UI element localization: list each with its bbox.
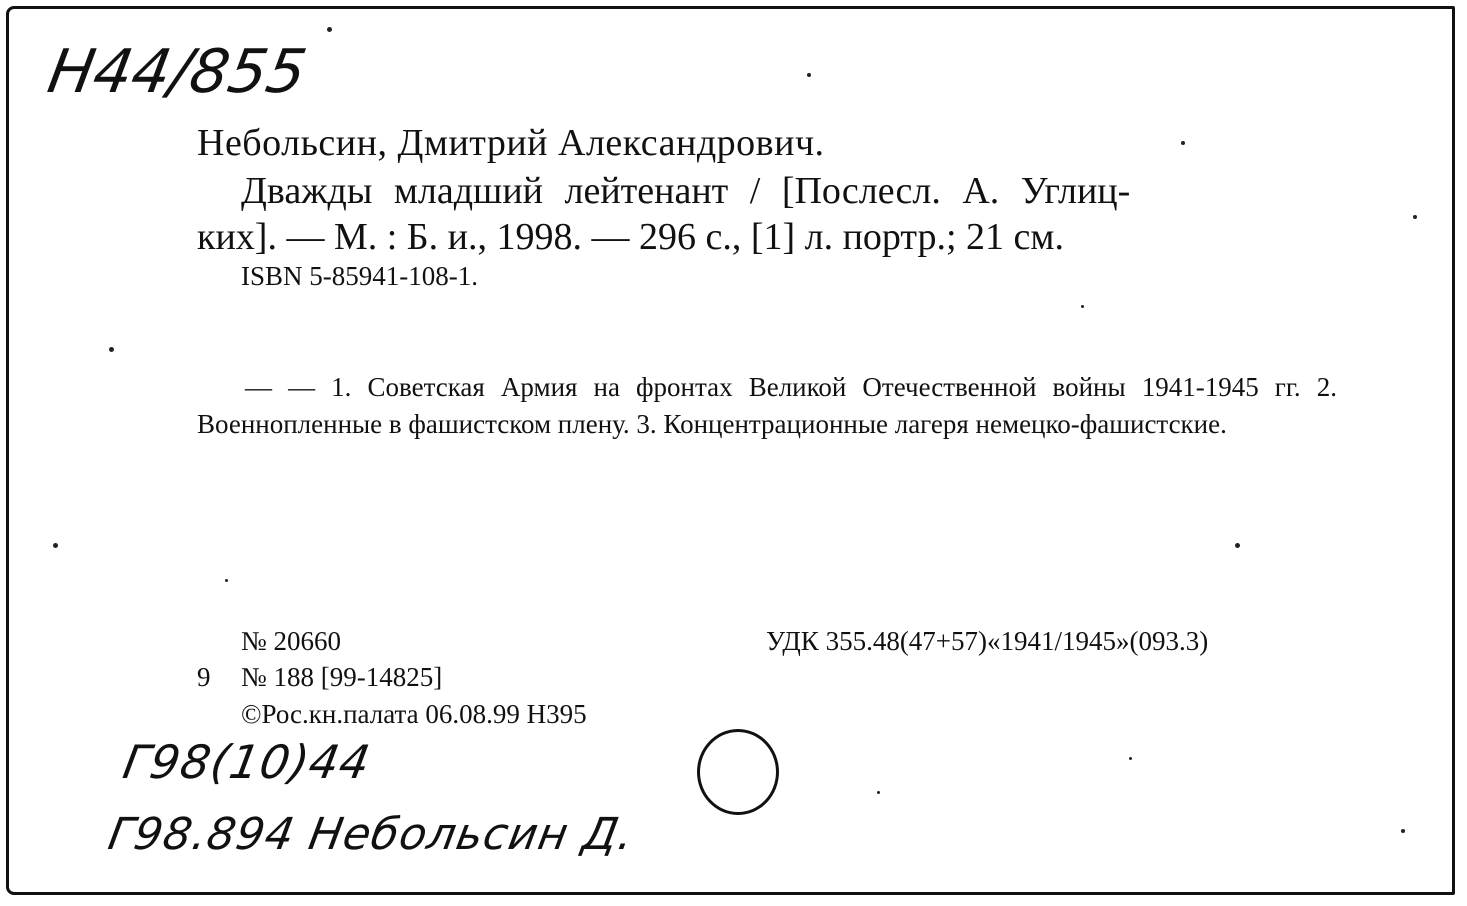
scan-speck	[53, 543, 58, 548]
scan-speck	[225, 579, 228, 582]
author-heading: Небольсин, Дмитрий Александрович.	[197, 122, 825, 164]
scan-speck	[1181, 141, 1185, 145]
scan-speck	[1081, 305, 1084, 308]
scan-speck	[1129, 757, 1132, 760]
scan-speck	[1235, 543, 1240, 548]
scan-speck	[1413, 215, 1417, 219]
registration-number-2: № 188 [99-14825]	[241, 662, 443, 692]
udk-classification: УДК 355.48(47+57)«1941/1945»(093.3)	[766, 626, 1209, 656]
isbn: ISBN 5-85941-108-1.	[241, 261, 478, 291]
count-prefix: 9	[197, 662, 211, 692]
scan-speck	[1401, 829, 1405, 833]
handwritten-note-1: Г98(10)44	[119, 735, 375, 789]
handwritten-note-2: Г98.894 Небольсин Д.	[104, 809, 639, 860]
registration-number: № 20660	[241, 626, 342, 656]
handwritten-call-number: Н44/855	[42, 37, 312, 107]
scan-speck	[327, 27, 332, 32]
scan-speck	[877, 791, 880, 794]
scan-speck	[109, 347, 114, 352]
subject-headings: — — 1. Советская Армия на фронтах Великой Отечественной войны 1941-1945 гг. 2. Военнопленные в фашистском плену. 3. Концентрационные лагеря немецко-фашистские.	[197, 372, 1337, 439]
scan-speck	[807, 73, 811, 77]
book-chamber-line: ©Рос.кн.палата 06.08.99 Н395	[241, 699, 587, 729]
title-line-2: ких]. — М. : Б. и., 1998. — 296 с., [1] л. портр.; 21 см.	[197, 216, 1064, 258]
catalog-card	[6, 6, 1455, 895]
title-line-1: Дважды младший лейтенант / [Послесл. А. Углиц-	[241, 170, 1131, 212]
stamp-circle	[697, 729, 779, 815]
